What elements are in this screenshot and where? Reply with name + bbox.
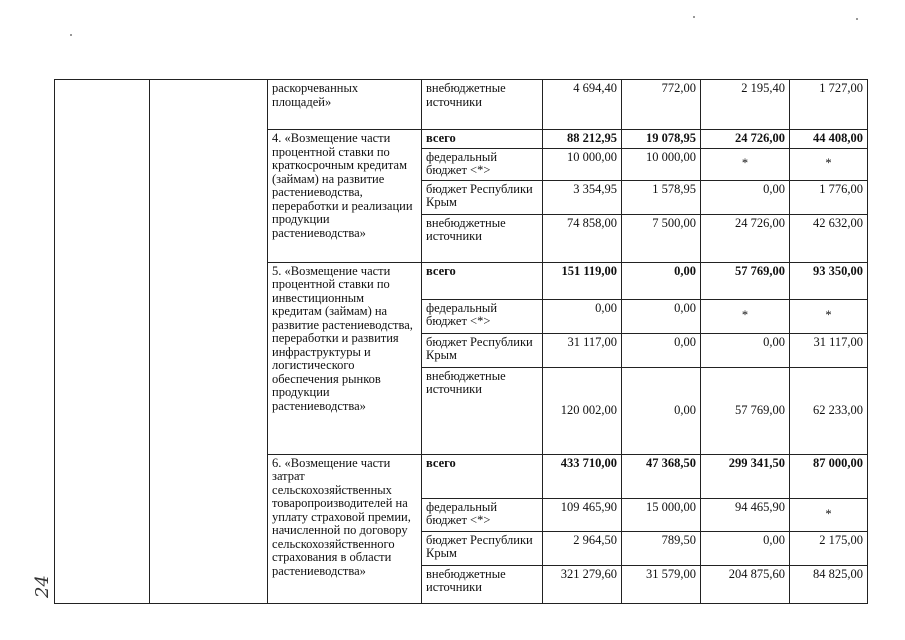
value-cell: *	[701, 299, 790, 333]
value-cell: 0,00	[622, 367, 701, 454]
value-cell: 42 632,00	[790, 214, 868, 262]
measure-name: 6. «Возмещение части затрат сельскохозяйственных товаропроизводителей на уплату страховой премии, начисленной по договору сельскохозяйственного страхования в области растениеводства»	[268, 454, 422, 603]
total-value: 93 350,00	[790, 262, 868, 299]
value-cell: 7 500,00	[622, 214, 701, 262]
source-label: федеральный бюджет <*>	[422, 299, 543, 333]
value-cell: 2 175,00	[790, 531, 868, 565]
source-label: бюджет Республики Крым	[422, 180, 543, 214]
source-label: бюджет Республики Крым	[422, 333, 543, 367]
value-cell: 120 002,00	[543, 367, 622, 454]
value-cell: 0,00	[701, 180, 790, 214]
value-cell: 2 195,40	[701, 80, 790, 130]
value-cell: *	[790, 498, 868, 531]
total-value: 47 368,50	[622, 454, 701, 498]
handwritten-page-number: 24	[32, 575, 53, 598]
total-value: 19 078,95	[622, 130, 701, 149]
source-label: бюджет Республики Крым	[422, 531, 543, 565]
total-value: 24 726,00	[701, 130, 790, 149]
value-cell: 1 776,00	[790, 180, 868, 214]
total-value: 44 408,00	[790, 130, 868, 149]
value-cell: 0,00	[622, 299, 701, 333]
value-cell: *	[701, 148, 790, 180]
value-cell: 10 000,00	[543, 148, 622, 180]
value-cell: 109 465,90	[543, 498, 622, 531]
total-value: 0,00	[622, 262, 701, 299]
total-value: 151 119,00	[543, 262, 622, 299]
value-cell: 10 000,00	[622, 148, 701, 180]
value-cell: 15 000,00	[622, 498, 701, 531]
value-cell: 74 858,00	[543, 214, 622, 262]
measure-name: раскорчеванных площадей»	[268, 80, 422, 130]
column-1-cell	[55, 80, 150, 604]
value-cell: 31 579,00	[622, 565, 701, 603]
value-cell: 4 694,40	[543, 80, 622, 130]
value-cell: 84 825,00	[790, 565, 868, 603]
total-value: 87 000,00	[790, 454, 868, 498]
value-cell: 789,50	[622, 531, 701, 565]
value-cell: 0,00	[543, 299, 622, 333]
source-label: внебюджетные источники	[422, 214, 543, 262]
value-cell: 321 279,60	[543, 565, 622, 603]
total-value: 433 710,00	[543, 454, 622, 498]
source-label: внебюджетные источники	[422, 565, 543, 603]
value-cell: 1 727,00	[790, 80, 868, 130]
total-label: всего	[422, 130, 543, 149]
total-value: 57 769,00	[701, 262, 790, 299]
budget-table	[54, 79, 868, 604]
value-cell: 24 726,00	[701, 214, 790, 262]
value-cell: *	[790, 299, 868, 333]
measure-name: 5. «Возмещение части процентной ставки по инвестиционным кредитам (займам) на развитие растениеводства, переработки и развития инфраструктуры и логистического обеспечения рынков продукции растениеводства»	[268, 262, 422, 454]
value-cell: *	[790, 148, 868, 180]
value-cell: 57 769,00	[701, 367, 790, 454]
value-cell: 1 578,95	[622, 180, 701, 214]
measure-name: 4. «Возмещение части процентной ставки по краткосрочным кредитам (займам) на развитие растениеводства, переработки и реализации продукции растениеводства»	[268, 130, 422, 263]
value-cell: 31 117,00	[543, 333, 622, 367]
value-cell: 31 117,00	[790, 333, 868, 367]
value-cell: 62 233,00	[790, 367, 868, 454]
total-label: всего	[422, 454, 543, 498]
value-cell: 0,00	[701, 333, 790, 367]
total-value: 88 212,95	[543, 130, 622, 149]
table-row	[55, 80, 868, 130]
source-label: внебюджетные источники	[422, 367, 543, 454]
source-label: федеральный бюджет <*>	[422, 498, 543, 531]
value-cell: 2 964,50	[543, 531, 622, 565]
total-label: всего	[422, 262, 543, 299]
value-cell: 0,00	[622, 333, 701, 367]
value-cell: 772,00	[622, 80, 701, 130]
source-label: федеральный бюджет <*>	[422, 148, 543, 180]
source-label: внебюджетные источники	[422, 80, 543, 130]
value-cell: 204 875,60	[701, 565, 790, 603]
value-cell: 0,00	[701, 531, 790, 565]
column-2-cell	[150, 80, 268, 604]
value-cell: 3 354,95	[543, 180, 622, 214]
total-value: 299 341,50	[701, 454, 790, 498]
value-cell: 94 465,90	[701, 498, 790, 531]
